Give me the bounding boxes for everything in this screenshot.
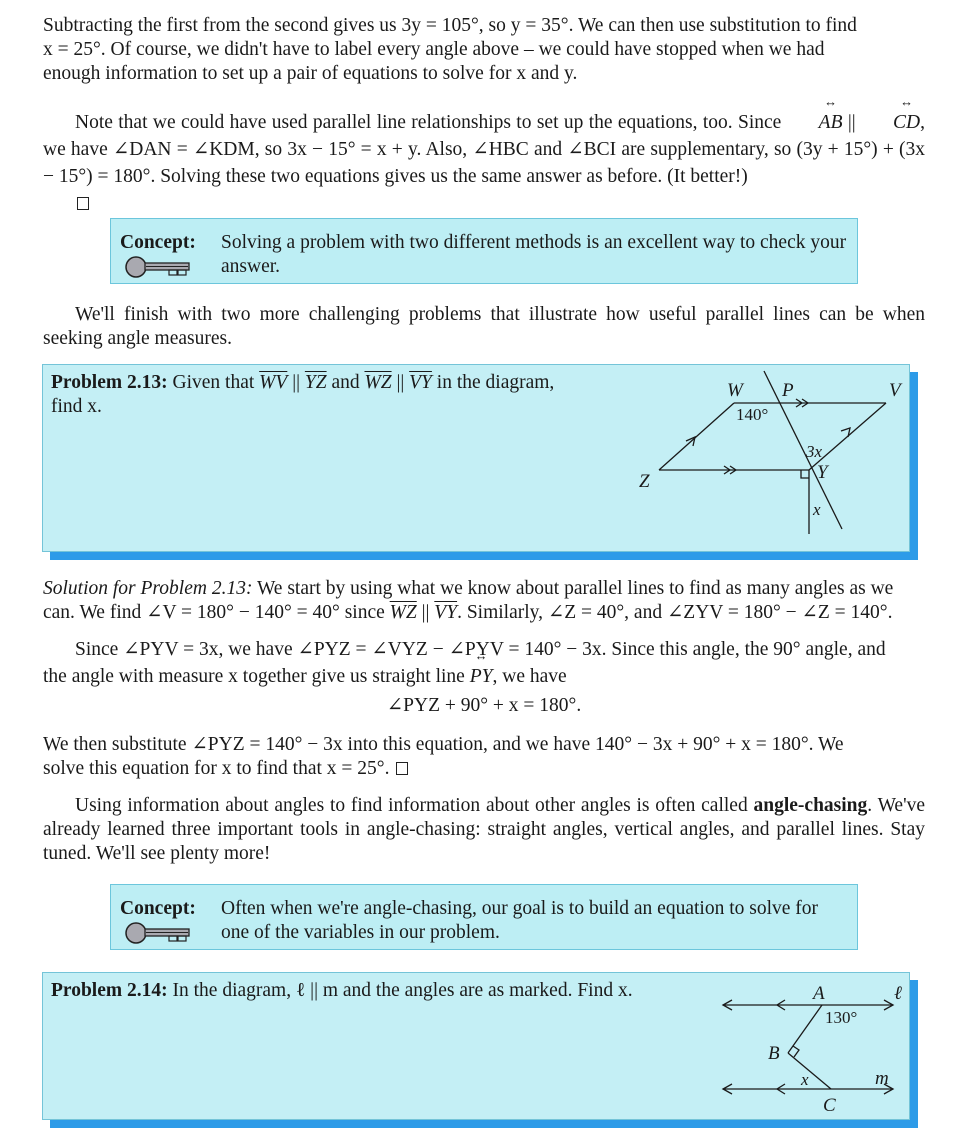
qed-icon — [396, 762, 408, 775]
transversal-line — [764, 371, 842, 529]
concept-label: Concept: — [120, 232, 196, 253]
label-a: A — [813, 983, 825, 1004]
text-line: solve this equation for x to find that x = 25°. — [43, 758, 390, 779]
text: . We've already learned three important tools in angle-chasing: straight angles, vertical angles, and parallel lines. Stay tuned. We'll see plenty more! — [43, 795, 925, 864]
label-b: B — [768, 1043, 780, 1064]
segment-wz: $\overline{WZ}$ — [389, 602, 417, 623]
paragraph-parallel-relationships — [43, 109, 925, 217]
problem-label: Problem 2.13: — [51, 372, 168, 393]
label-c: C — [823, 1095, 836, 1116]
paragraph-angle-chasing — [43, 794, 925, 866]
segment-yz: $\overline{YZ}$ — [304, 372, 327, 393]
text: , we have ∠DAN = ∠KDM, so 3x − 15° = x + y. Also, ∠HBC and ∠BCI are supplementary, so (3y + 15°) + (3x − 15°) = 180°. Solving these two equations gives us the same answer as before. (It better!) — [43, 112, 925, 187]
concept-box-angle-chasing — [110, 884, 858, 950]
parallel-symbol: || — [416, 602, 435, 623]
problem-label: Problem 2.14: — [51, 980, 168, 1001]
key-icon — [125, 922, 191, 951]
problem-2-13 — [42, 364, 918, 560]
paragraph-challenging-problems: We'll finish with two more challenging problems that illustrate how useful parallel lines can be when seeking angle measures. — [43, 304, 925, 349]
equation: ∠PYZ + 90° + x = 180°. — [386, 695, 582, 716]
parallel-arrow — [841, 428, 850, 437]
text: . Similarly, ∠Z = 40°, and ∠ZYV = 180° − ∠Z = 140°. — [457, 602, 893, 623]
right-angle-mark — [793, 1046, 799, 1057]
text-line: find x. — [51, 396, 102, 417]
label-z: Z — [639, 471, 650, 492]
label-m: m — [875, 1068, 889, 1089]
problem-statement — [51, 979, 633, 1003]
text-line: x = 25°. Of course, we didn't have to label every angle above – we could have stopped when we had — [43, 39, 825, 60]
angle-x-label: x — [813, 500, 821, 519]
key-icon — [125, 256, 191, 285]
text: Note that we could have used parallel line relationships to set up the equations, too. Since — [75, 112, 787, 133]
segment-wz: $\overline{WZ}$ — [364, 372, 392, 393]
diagram-parallel-lines — [713, 975, 913, 1119]
segment-wv: $\overline{WV}$ — [259, 372, 288, 393]
problem-box — [42, 364, 910, 552]
text: can. We find ∠V = 180° − 140° = 40° since — [43, 602, 390, 623]
solution-label: Solution for Problem 2.13: — [43, 578, 253, 599]
paragraph-substitution — [43, 14, 925, 86]
text: Using information about angles to find information about other angles is often called — [75, 795, 754, 816]
paragraph-angle-pyz — [43, 636, 925, 719]
ray-ab: ↔ AB — [787, 109, 843, 136]
segment-ab — [788, 1005, 822, 1053]
diagram-parallelogram — [631, 369, 911, 549]
text: and — [326, 372, 365, 393]
text: in the diagram, — [431, 372, 555, 393]
label-y: Y — [817, 462, 828, 483]
angle-pyv-label: 3x — [806, 442, 823, 461]
parallel-symbol: || — [391, 372, 410, 393]
angle-w-label: 140° — [736, 405, 769, 424]
problem-2-14 — [42, 972, 918, 1128]
parallel-symbol: || — [287, 372, 305, 393]
text: We start by using what we know about parallel lines to find as many angles as we — [252, 578, 894, 599]
concept-text: Often when we're angle-chasing, our goal is to build an equation to solve for one of the variables in our problem. — [221, 898, 819, 943]
angle-a-label: 130° — [825, 1008, 858, 1027]
text: the angle with measure x together give us straight line — [43, 666, 470, 687]
text-line: Subtracting the first from the second gives us 3y = 105°, so y = 35°. We can then use substitution to find — [43, 15, 857, 36]
label-w: W — [727, 380, 743, 401]
segment-vy: $\overline{VY}$ — [409, 372, 432, 393]
term-angle-chasing: angle-chasing — [753, 795, 868, 816]
concept-label: Concept: — [120, 898, 196, 919]
ray-py: ↔ PY — [470, 663, 493, 690]
segment-zw-line — [659, 403, 734, 470]
label-p: P — [782, 380, 794, 401]
problem-statement — [51, 371, 554, 419]
text-line: We then substitute ∠PYZ = 140° − 3x into this equation, and we have 140° − 3x + 90° + x = 180°. We — [43, 734, 844, 755]
angle-x-label: x — [801, 1070, 809, 1089]
problem-box — [42, 972, 910, 1120]
text: , we have — [492, 666, 567, 687]
text: Given that — [167, 372, 260, 393]
segment-bc — [788, 1053, 831, 1089]
text: In the diagram, ℓ || m and the angles are as marked. Find x. — [167, 980, 633, 1001]
label-v: V — [889, 380, 901, 401]
concept-box-two-methods — [110, 218, 858, 284]
qed-icon — [77, 197, 89, 210]
ray-cd: ↔ CD — [861, 109, 920, 136]
label-l: ℓ — [894, 983, 902, 1004]
text-line: enough information to set up a pair of equations to solve for x and y. — [43, 63, 578, 84]
concept-text: Solving a problem with two different methods is an excellent way to check your answer. — [221, 232, 847, 277]
solution-2-13 — [43, 577, 925, 625]
segment-vy: $\overline{VY}$ — [434, 602, 458, 623]
text-line: Since ∠PYV = 3x, we have ∠PYZ = ∠VYZ − ∠PYV = 140° − 3x. Since this angle, the 90° angle, and — [75, 639, 886, 660]
paragraph-substitute — [43, 733, 925, 781]
right-angle-mark — [801, 470, 809, 478]
parallel-symbol: || — [842, 112, 862, 133]
